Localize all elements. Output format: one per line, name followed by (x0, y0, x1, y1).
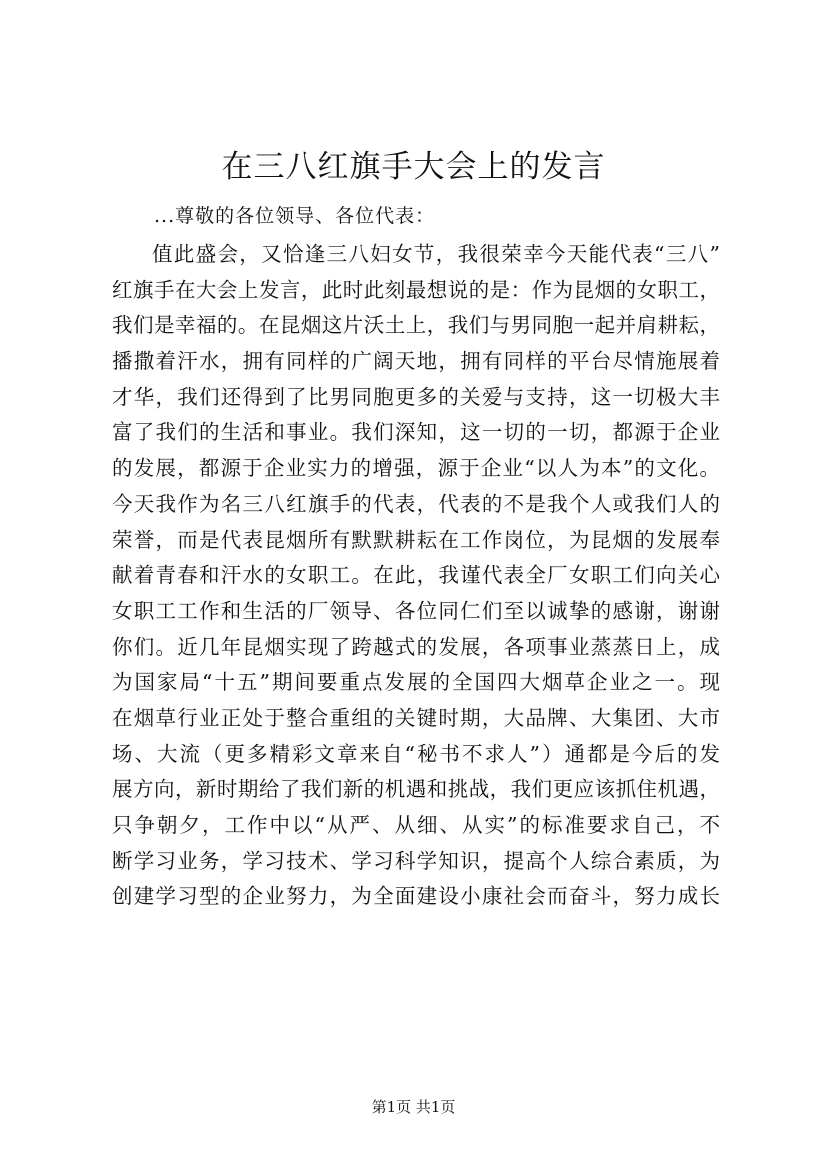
body-line: 我们是幸福的。在昆烟这片沃土上，我们与男同胞一起并肩耕耘， (112, 313, 720, 338)
body-line: 场、大流（更多精彩文章来自“秘书不求人”）通都是今后的发 (112, 741, 720, 766)
body-line: 为国家局“十五”期间要重点发展的全国四大烟草企业之一。现 (112, 670, 720, 695)
body-line: 展方向，新时期给了我们新的机遇和挑战，我们更应该抓住机遇， (112, 777, 720, 802)
body-line: 红旗手在大会上发言，此时此刻最想说的是：作为昆烟的女职工， (112, 277, 720, 302)
document-title: 在三八红旗手大会上的发言 (221, 149, 606, 185)
body-text (112, 237, 720, 915)
body-line: 献着青春和汗水的女职工。在此，我谨代表全厂女职工们向关心 (112, 563, 720, 588)
page-footer: 第1页 共1页 (371, 1098, 456, 1116)
body-line: 创建学习型的企业努力，为全面建设小康社会而奋斗，努力成长 (112, 884, 720, 909)
body-line: 今天我作为名三八红旗手的代表，代表的不是我个人或我们人的 (112, 491, 720, 516)
body-line: 的发展，都源于企业实力的增强，源于企业“以人为本”的文化。 (112, 456, 720, 481)
salutation: ...尊敬的各位领导、各位代表： (154, 205, 436, 227)
body-line: 你们。近几年昆烟实现了跨越式的发展，各项事业蒸蒸日上，成 (112, 634, 720, 659)
body-line: 播撒着汗水，拥有同样的广阔天地，拥有同样的平台尽情施展着 (112, 349, 720, 374)
body-line: 值此盛会，又恰逢三八妇女节，我很荣幸今天能代表“三八” (152, 242, 720, 266)
body-line: 只争朝夕，工作中以“从严、从细、从实”的标准要求自己，不 (112, 813, 720, 837)
body-line: 在烟草行业正处于整合重组的关键时期，大品牌、大集团、大市 (112, 705, 720, 730)
body-line: 才华，我们还得到了比男同胞更多的关爱与支持，这一切极大丰 (112, 384, 720, 409)
body-line: 荣誉，而是代表昆烟所有默默耕耘在工作岗位，为昆烟的发展奉 (112, 527, 720, 552)
body-line: 富了我们的生活和事业。我们深知，这一切的一切，都源于企业 (112, 420, 720, 445)
body-line: 断学习业务，学习技术、学习科学知识，提高个人综合素质，为 (112, 848, 720, 873)
body-line: 女职工工作和生活的厂领导、各位同仁们至以诚挚的感谢，谢谢 (112, 598, 720, 623)
